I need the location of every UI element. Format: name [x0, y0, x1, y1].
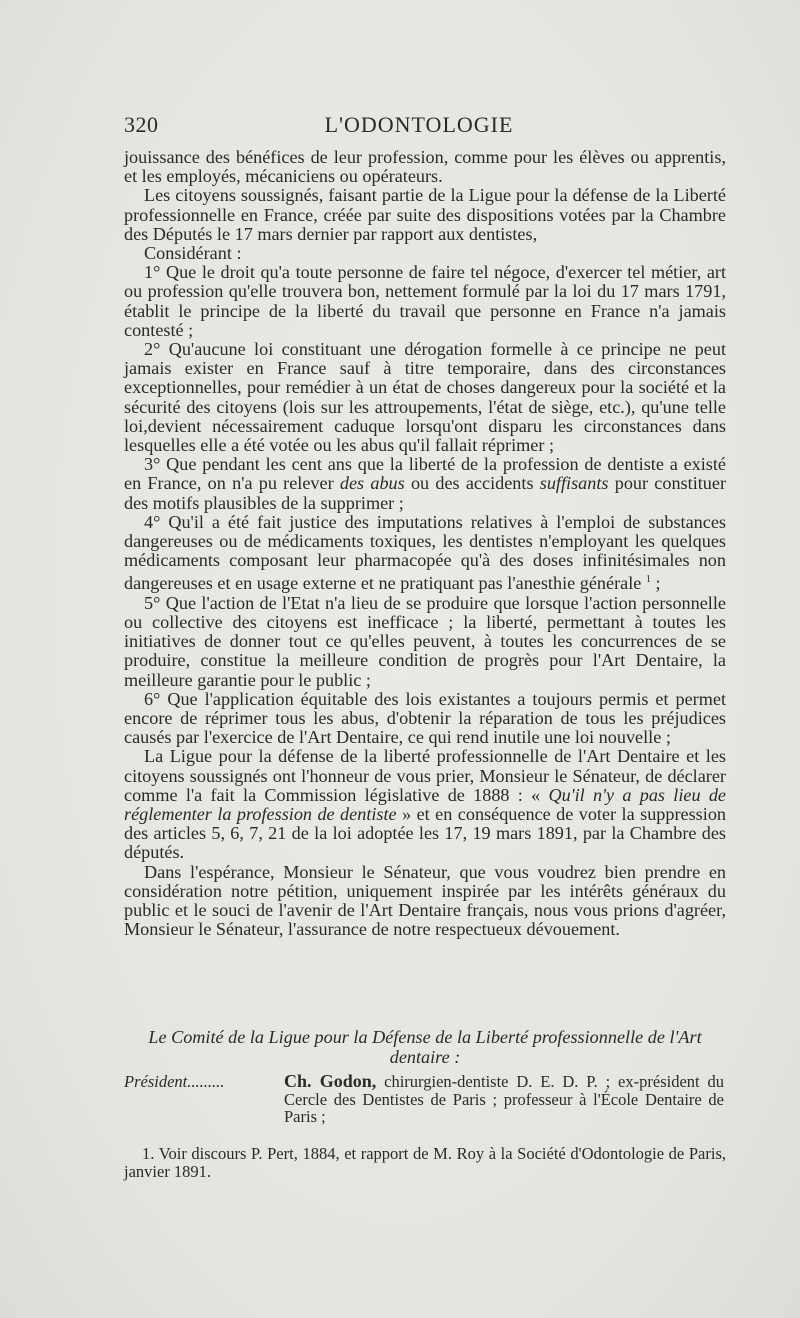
footnote: 1. Voir discours P. Pert, 1884, et rapport de M. Roy à la Société d'Odontologie de Paris, janvier 1891.: [124, 1144, 726, 1181]
page-header: [124, 112, 714, 142]
point-3-emphasis-abus: des abus: [339, 473, 405, 494]
paragraph-intro: jouissance des bénéfices de leur profession, comme pour les élèves ou apprentis, et les employés, mécaniciens ou opérateurs.: [124, 147, 726, 187]
paragraph-request: [124, 747, 726, 862]
request-text-a: La Ligue pour la défense de la liberté professionnelle de l'Art Dentaire et les citoyens soussignés ont l'honneur de vous prier, Monsieur le Sénateur, de déclarer comme l'a fait la Commission législative de 1888 : «: [124, 746, 726, 805]
paragraph-considerant: Considérant :: [144, 243, 242, 264]
president-credentials: chirurgien-dentiste D. E. D. P. ; ex-président du Cercle des Dentistes de Paris ; professeur à l'École Dentaire de Paris ;: [284, 1072, 724, 1126]
committee-signature: Le Comité de la Ligue pour la Défense de la Liberté professionnelle de l'Art dentaire :: [148, 1027, 702, 1067]
request-text-c: » et en conséquence de voter la suppression des articles 5, 6, 7, 21 de la loi adoptée les 17, 19 mars 1891, par la Chambre des députés.: [124, 803, 727, 863]
paragraph-point-6: 6° Que l'application équitable des lois existantes a toujours permis et permet encore de réprimer tous les abus, d'obtenir la réparation de tous les préjudices causés par l'exercice de l'Art Dentaire, ce qui rend inutile une loi nouvelle ;: [124, 688, 726, 748]
paragraph-point-4: [124, 513, 726, 594]
footnote-reference: 1: [645, 574, 651, 586]
request-quote: Qu'il n'y a pas lieu de réglementer la profession de dentiste: [124, 784, 726, 824]
page-number: 320: [124, 112, 159, 137]
point-3-text-a: 3° Que pendant les cent ans que la liberté de la profession de dentiste a existé en France, on n'a pu relever: [124, 454, 726, 494]
paragraph-point-2: 2° Qu'aucune loi constituant une dérogation formelle à ce principe ne peut jamais exister en France sauf à titre temporaire, dans des circonstances exceptionnelles, pour remédier à un état de choses dangereux pour la société et la sécurité des citoyens (lois sur les attroupements, l'état de siège, etc.), qu'une telle loi,devient nécessairement caduque lorsqu'ont disparu les circonstances dans lesquelles elle a été votée ou les abus qu'il fallait réprimer ;: [124, 339, 726, 456]
president-role: Président.........: [124, 1072, 225, 1091]
paragraph-point-3: [124, 455, 726, 513]
body-text: [124, 148, 726, 939]
president-name: Ch. Godon,: [284, 1071, 377, 1091]
running-title: L'ODONTOLOGIE: [324, 112, 514, 137]
point-3-text-e: pour constituer des motifs plausibles de la supprimer ;: [124, 473, 727, 513]
president-description: [284, 1073, 724, 1126]
point-4-end: ;: [650, 573, 661, 594]
paragraph-point-1: 1° Que le droit qu'a toute personne de faire tel négoce, d'exercer tel métier, art ou profession qu'elle trouvera bon, nettement formulé par la loi du 17 mars 1791, établit le principe de la liberté du travail que personne en France n'a jamais contesté ;: [124, 262, 726, 340]
point-3-emphasis-suffisants: suffisants: [539, 473, 609, 494]
point-3-text-c: ou des accidents: [404, 473, 540, 494]
paragraph-closing: Dans l'espérance, Monsieur le Sénateur, que vous voudrez bien prendre en considération notre pétition, uniquement inspirée par les intérêts généraux du public et le souci de l'avenir de l'Art Dentaire français, nous vous prions d'agréer, Monsieur le Sénateur, l'assurance de notre respectueux dévouement.: [124, 861, 726, 940]
point-4-text: 4° Qu'il a été fait justice des imputations relatives à l'emploi de substances dangereuses ou de médicaments toxiques, les dentistes n'employant les quelques médicaments composant leur pharmacopée qu'à des doses infinitésimales non dangereuses et en usage externe et ne pratiquant pas l'anesthie générale: [124, 511, 726, 594]
paragraph-citizens: Les citoyens soussignés, faisant partie de la Ligue pour la défense de la Liberté professionnelle en France, créée par suite des dispositions votées par la Chambre des Députés le 17 mars dernier par rapport aux dentistes,: [124, 185, 726, 244]
paragraph-point-5: 5° Que l'action de l'Etat n'a lieu de se produire que lorsque l'action personnelle ou collective des citoyens est inefficace ; la liberté, permettant à toutes les initiatives de donner tout ce qu'elles peuvent, à toutes les concurrences de se produire, constitue la meilleure condition de progrès pour l'Art Dentaire, la meilleure garantie pour le public ;: [124, 592, 726, 690]
